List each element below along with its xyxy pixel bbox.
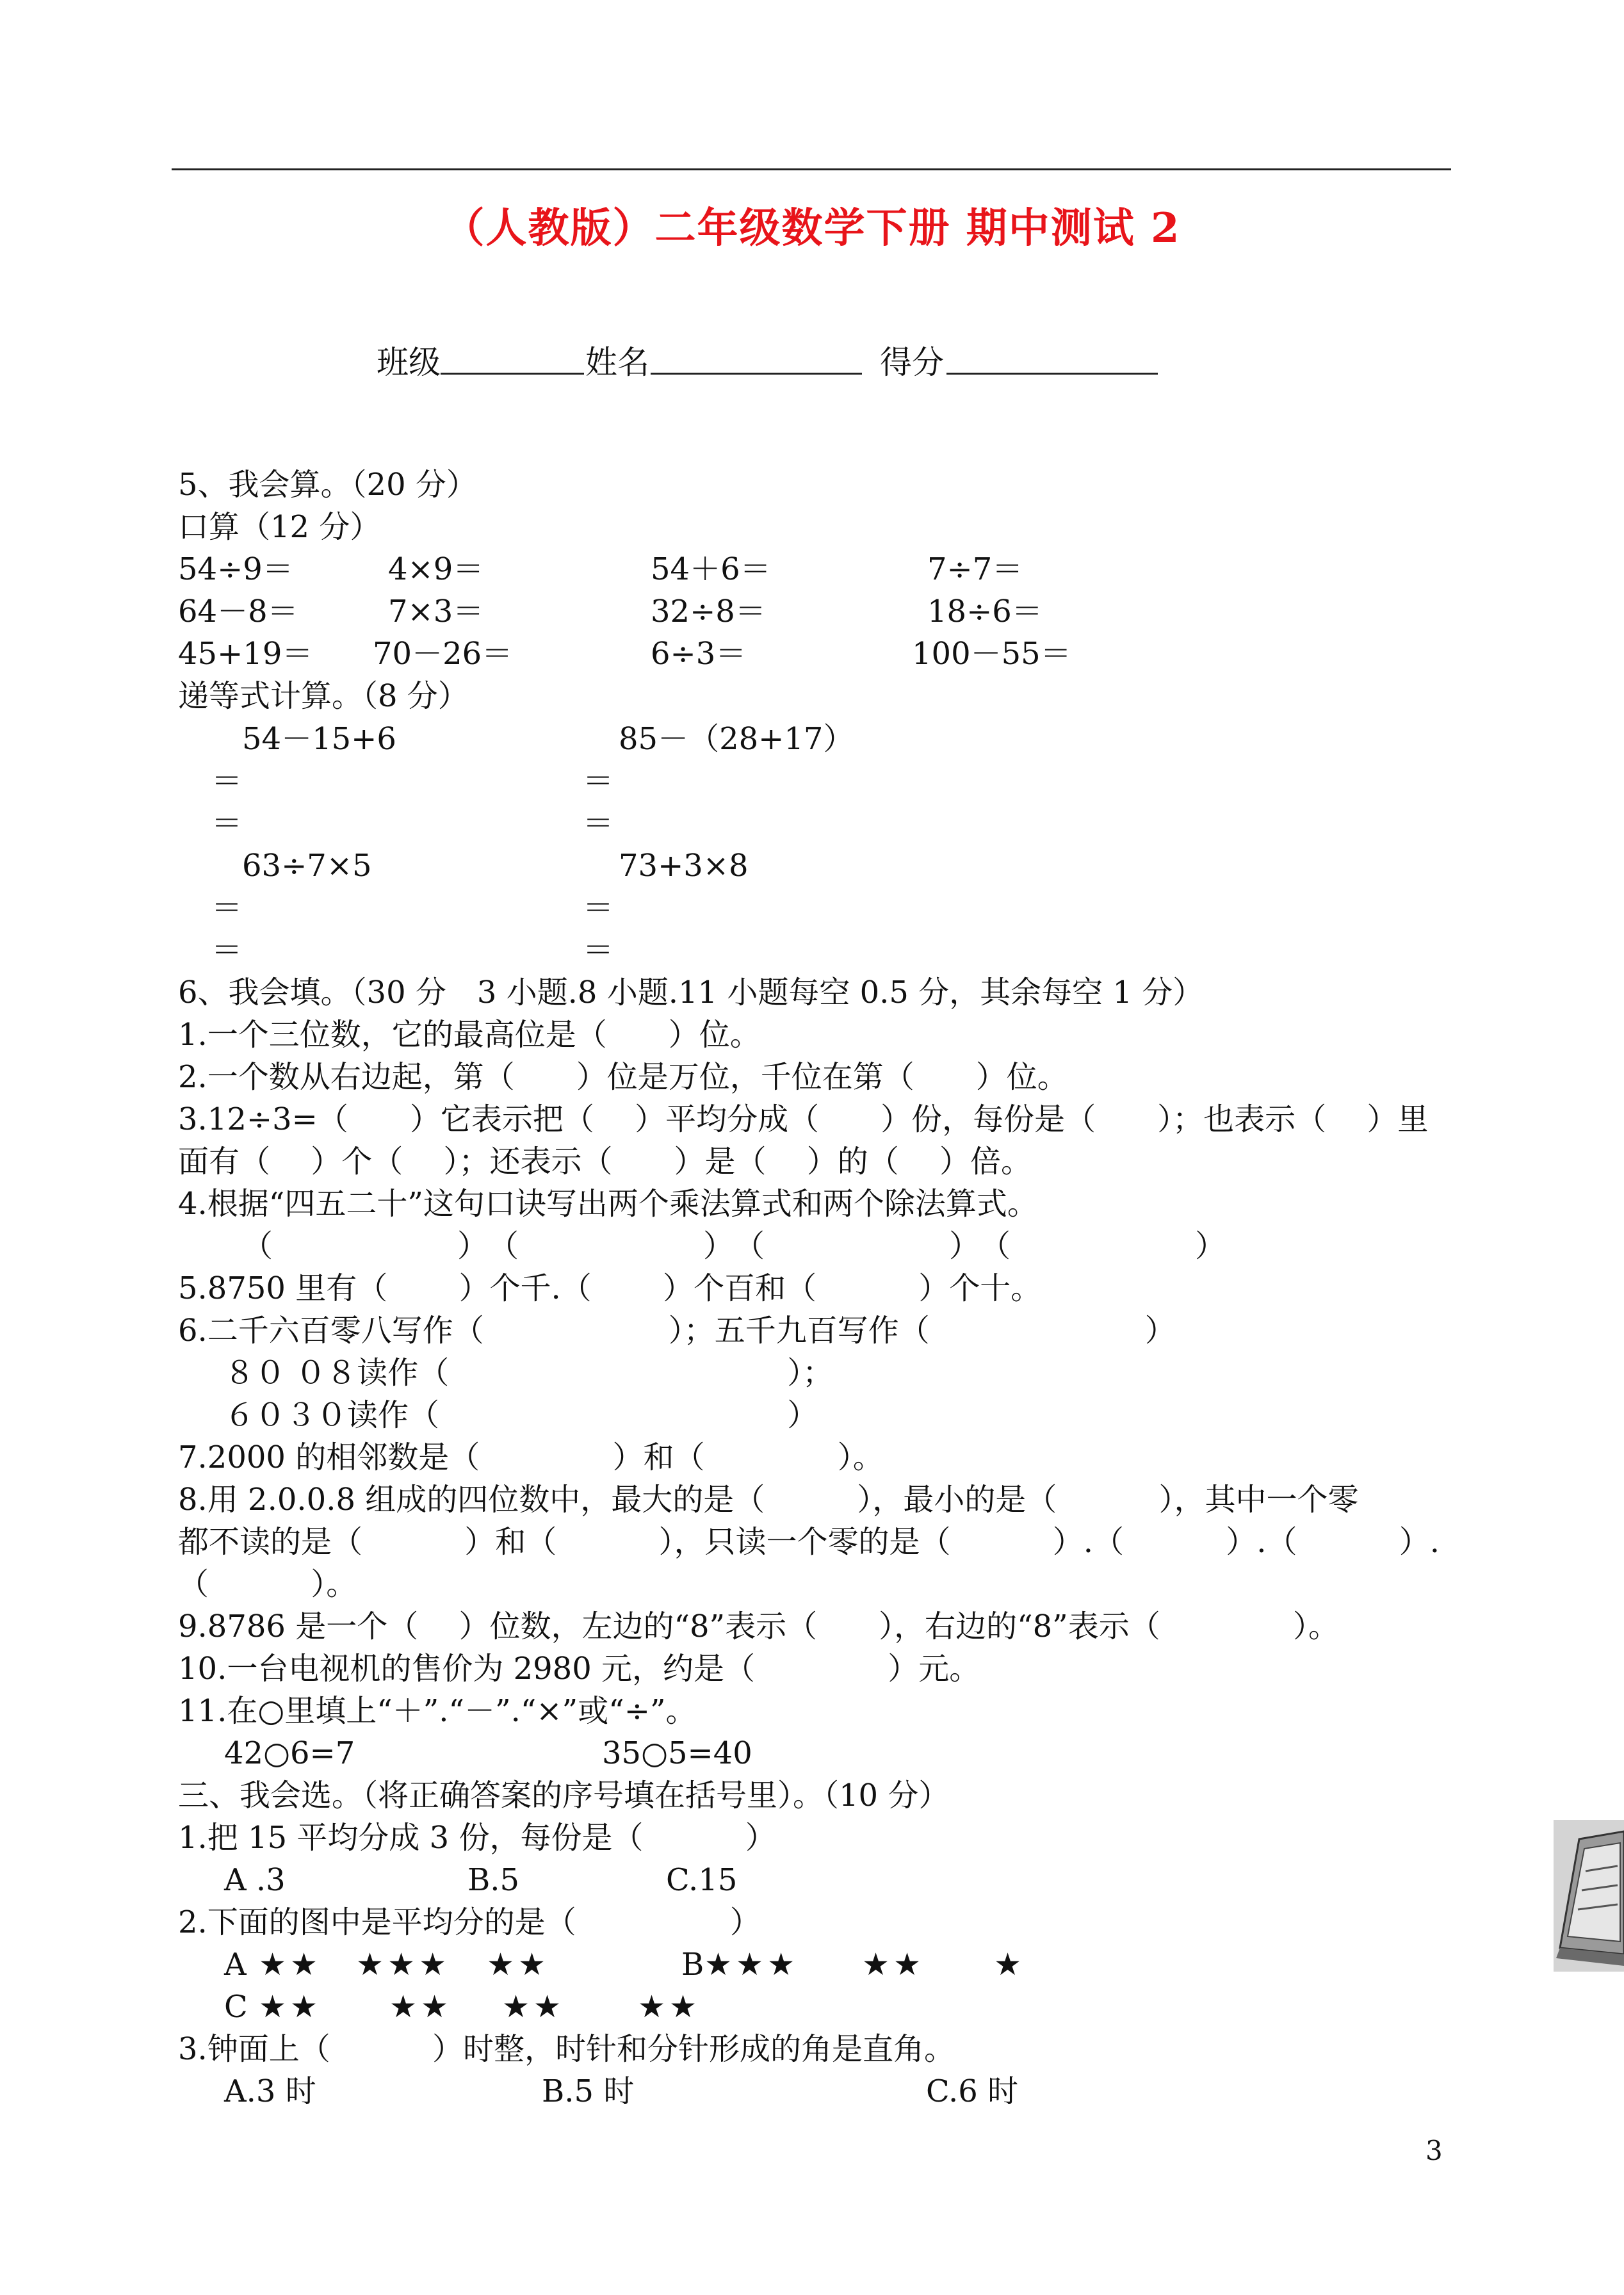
star-group: ★★ [259,1989,322,2025]
text-line: 63÷7×5 [242,848,372,884]
score-blank[interactable] [946,373,1158,375]
star-group: ★★ [862,1947,925,1983]
class-label: 班级 [377,344,441,381]
text-line: 32÷8＝ [651,594,766,629]
text-line: A [224,1947,247,1983]
text-line: 73+3×8 [619,848,749,884]
text-line: 6、我会填。（30 分 3 小题.8 小题.11 小题每空 0.5 分，其余每空 1 分） [178,975,1204,1010]
text-line: 7.2000 的相邻数是（ ）和（ ）。 [178,1439,884,1475]
star-group: ★ [994,1947,1026,1983]
star-group: ★★ [389,1989,453,2025]
text-line: （ ） （ ） （ ） （ ） [242,1228,1226,1264]
star-group: ★★ [638,1989,701,2025]
text-line: C.6 时 [926,2073,1019,2109]
page-number: 3 [1425,2135,1443,2166]
text-line: 3.钟面上（ ）时整，时针和分针形成的角是直角。 [178,2031,955,2067]
text-line: B [681,1947,704,1983]
text-line: 5、我会算。（20 分） [178,467,477,503]
text-line: ６０３０读作（ ） [224,1397,818,1433]
text-line: 1.一个三位数，它的最高位是（ ）位。 [178,1017,761,1053]
score-label: 得分 [880,344,944,381]
text-line: 8.用 2.0.0.8 组成的四位数中，最大的是（ ），最小的是（ ），其中一个零 [178,1482,1359,1518]
text-line: 85－（28+17） [619,721,854,757]
text-line: 6.二千六百零八写作（ ）；五千九百写作（ ） [178,1313,1176,1349]
text-line: ８０ ０８读作（ ）； [224,1355,834,1391]
name-blank[interactable] [651,373,862,375]
text-line: 42○6=7 [224,1735,355,1771]
text-line: 都不读的是（ ）和（ ），只读一个零的是（ ）.（ ）.（ ）. [178,1524,1440,1560]
text-line: 口算（12 分） [178,509,381,545]
star-group: ★★★ [356,1947,451,1983]
text-line: （ ）。 [178,1566,357,1602]
text-line: ＝ [583,806,614,841]
text-line: C.15 [666,1862,738,1898]
text-line: 7×3＝ [388,594,484,629]
text-line: 6÷3＝ [651,636,747,672]
text-line: 递等式计算。（8 分） [178,678,469,714]
text-line: 54－15+6 [242,721,396,757]
text-line: ＝ [211,763,243,799]
text-line: B.5 [467,1862,520,1898]
star-group: ★★ [487,1947,550,1983]
book-illustration [1554,1820,1624,1972]
class-blank[interactable] [441,373,584,375]
text-line: 64－8＝ [178,594,298,629]
text-line: 面有（ ）个（ ）；还表示（ ）是（ ）的（ ）倍。 [178,1144,1032,1180]
text-line: 3.12÷3=（ ）它表示把（ ）平均分成（ ）份，每份是（ ）；也表示（ ）里 [178,1101,1429,1137]
text-line: A.3 时 [224,2073,316,2109]
text-line: 三、我会选。（将正确答案的序号填在括号里）。（10 分） [178,1778,950,1813]
text-line: C [224,1989,248,2025]
text-line: 4×9＝ [388,551,484,587]
name-label: 姓名 [585,344,649,381]
text-line: A .3 [224,1862,286,1898]
text-line: ＝ [211,890,243,926]
text-line: ＝ [583,932,614,968]
text-line: 1.把 15 平均分成 3 份，每份是（ ） [178,1820,776,1856]
text-line: 54÷9＝ [178,551,293,587]
text-line: 54＋6＝ [651,551,771,587]
text-line: 4.根据“四五二十”这句口诀写出两个乘法算式和两个除法算式。 [178,1186,1038,1222]
text-line: ＝ [583,763,614,799]
star-group: ★★ [259,1947,322,1983]
text-line: 35○5=40 [602,1735,752,1771]
text-line: 70－26＝ [373,636,513,672]
text-line: 2.一个数从右边起，第（ ）位是万位，千位在第（ ）位。 [178,1059,1068,1095]
text-line: ＝ [211,806,243,841]
text-line: 45+19＝ [178,636,313,672]
text-line: 7÷7＝ [927,551,1023,587]
text-line: B.5 时 [542,2073,635,2109]
text-line: 2.下面的图中是平均分的是（ ） [178,1904,761,1940]
text-line: 18÷6＝ [927,594,1043,629]
text-line: 100－55＝ [912,636,1071,672]
text-line: 9.8786 是一个（ ）位数，左边的“8”表示（ ），右边的“8”表示（ ）。 [178,1609,1339,1644]
star-group: ★★★ [704,1947,799,1983]
star-group: ★★ [502,1989,565,2025]
text-line: 10.一台电视机的售价为 2980 元，约是（ ）元。 [178,1651,980,1687]
text-line: 5.8750 里有（ ）个千.（ ）个百和（ ）个十。 [178,1270,1042,1306]
text-line: ＝ [211,932,243,968]
text-line: ＝ [583,890,614,926]
text-line: 11.在○里填上“＋”.“－”.“×”或“÷”。 [178,1693,697,1729]
page-title: （人教版）二年级数学下册 期中测试 2 [443,204,1181,252]
top-rule [172,168,1451,170]
